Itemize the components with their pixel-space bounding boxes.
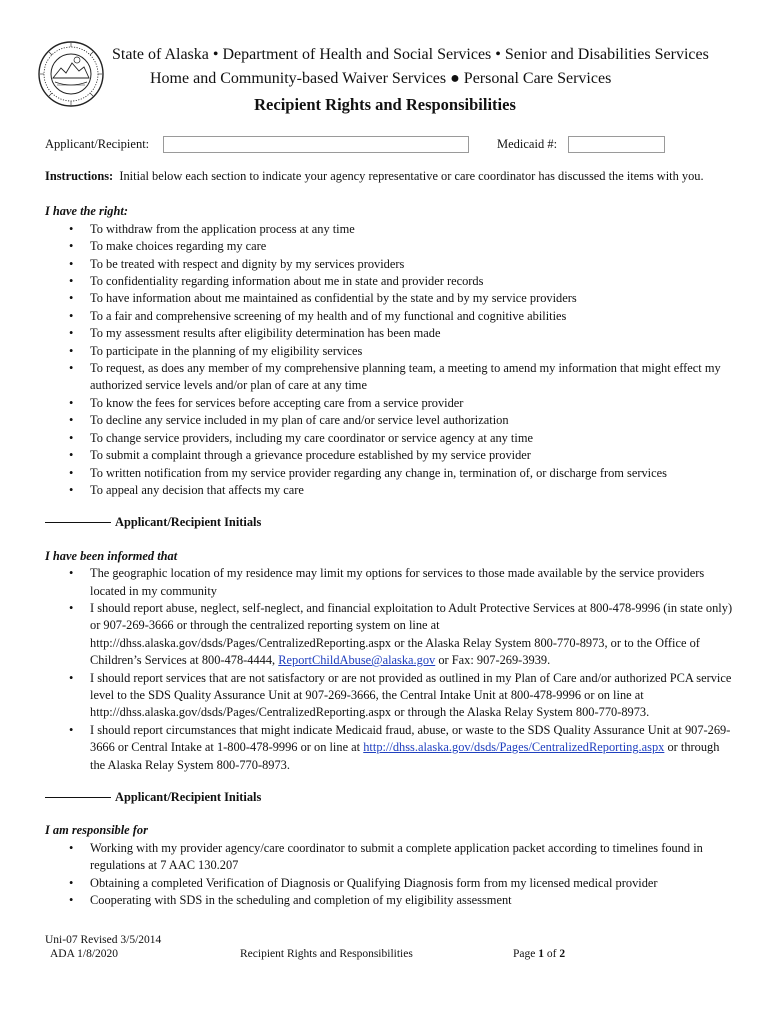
informed-initials-blank[interactable] — [45, 797, 111, 798]
list-item: • To confidentiality regarding information about me in state and provider records — [90, 273, 735, 290]
centralized-reporting-link[interactable]: http://dhss.alaska.gov/dsds/Pages/CentralizedReporting.aspx — [363, 740, 665, 755]
report-child-abuse-email-link[interactable]: ReportChildAbuse@alaska.gov — [278, 653, 436, 668]
list-item: • To a fair and comprehensive screening of my health and of my functional and cognitive abilities — [90, 308, 735, 325]
informed-initials-label: Applicant/Recipient Initials — [115, 790, 262, 804]
page-title: Recipient Rights and Responsibilities — [254, 95, 516, 114]
bullet-icon: • — [69, 840, 74, 855]
page-number: Page 1 of 2 — [513, 948, 566, 960]
list-item: • To submit a complaint through a grievance procedure established by my service provider — [90, 447, 735, 464]
list-item: • To be treated with respect and dignity by my services providers — [90, 256, 735, 273]
applicant-label: Applicant/Recipient: — [45, 137, 150, 151]
bullet-icon: • — [69, 600, 74, 615]
list-item: • To change service providers, including my care coordinator or service agency at any time — [90, 430, 735, 447]
bullet-icon: • — [69, 465, 74, 480]
list-item: • The geographic location of my residence may limit my options for services to those made available by the service providers located in my community — [69, 566, 705, 598]
bullet-icon: • — [69, 566, 74, 581]
instructions-label: Instructions: — [45, 169, 114, 183]
list-item: • To decline any service included in my plan of care and/or service level authorization — [90, 412, 735, 429]
rights-initials — [45, 514, 735, 531]
bullet-icon: • — [69, 413, 74, 428]
list-item: • To withdraw from the application process at any time — [90, 221, 735, 238]
footer-doc-title: Recipient Rights and Responsibilities — [240, 948, 413, 960]
bullet-icon: • — [69, 722, 74, 737]
bullet-icon: • — [69, 343, 74, 358]
rights-list — [45, 221, 735, 500]
bullet-icon: • — [69, 893, 74, 908]
responsible-list — [45, 840, 735, 910]
list-item: • I should report circumstances that might indicate Medicaid fraud, abuse, or waste to the SDS Quality Assurance Unit at 907-269-3666 or Central Intake at 1-800-478-9996 or on line at http://dhss.alaska.gov/dsds/Pages/CentralizedReporting.aspx or through the Alaska Relay System 800-770-8973. — [69, 722, 731, 772]
rights-initials-blank[interactable] — [45, 522, 111, 523]
list-item: • Obtaining a completed Verification of Diagnosis or Qualifying Diagnosis form from my licensed medical provider — [90, 875, 735, 892]
document-body — [45, 168, 735, 909]
header-program-line: Home and Community-based Waiver Services ● Personal Care Services — [150, 70, 612, 87]
list-item: • I should report services that are not satisfactory or are not provided as outlined in my Plan of Care and/or authorized PCA service level to the SDS Quality Assurance Unit at 907-269-3666, the Central Intake Unit at 800-478-9996 or on line at http://dhss.alaska.gov/dsds/Pages/CentralizedReporting.aspx or through the Alaska Relay System 800-770-8973. — [69, 670, 732, 720]
list-item: • To my assessment results after eligibility determination has been made — [90, 325, 735, 342]
bullet-icon: • — [69, 274, 74, 289]
ada-date: ADA 1/8/2020 — [50, 948, 119, 960]
bullet-icon: • — [69, 430, 74, 445]
list-item: • To know the fees for services before accepting care from a service provider — [90, 395, 735, 412]
instructions-text: Initial below each section to indicate your agency representative or care coordinator has discussed the items with you. — [119, 169, 704, 183]
rights-heading: I have the right: — [45, 204, 128, 219]
informed-initials — [45, 789, 735, 806]
bullet-icon: • — [69, 448, 74, 463]
bullet-icon: • — [69, 326, 74, 341]
header-agency-line: State of Alaska • Department of Health and Social Services • Senior and Disabilities Services — [112, 46, 709, 63]
medicaid-input[interactable] — [568, 136, 665, 153]
bullet-icon: • — [69, 670, 74, 685]
bullet-icon: • — [69, 482, 74, 497]
list-item: • Cooperating with SDS in the scheduling and completion of my eligibility assessment — [90, 892, 735, 909]
bullet-icon: • — [69, 239, 74, 254]
bullet-icon: • — [69, 308, 74, 323]
bullet-icon: • — [69, 361, 74, 376]
list-item: • To make choices regarding my care — [90, 238, 735, 255]
medicaid-label: Medicaid #: — [497, 137, 558, 151]
list-item: • To written notification from my service provider regarding any change in, termination of, or discharge from services — [90, 465, 735, 482]
list-item: • Working with my provider agency/care coordinator to submit a complete application packet according to timelines found in regulations at 7 AAC 130.207 — [69, 840, 703, 873]
bullet-icon: • — [69, 291, 74, 306]
list-item: • To appeal any decision that affects my care — [90, 482, 735, 499]
form-id: Uni-07 Revised 3/5/2014 — [45, 934, 162, 946]
rights-initials-label: Applicant/Recipient Initials — [115, 515, 262, 530]
list-item: • To participate in the planning of my eligibility services — [90, 343, 735, 360]
list-item: • To have information about me maintained as confidential by the state and by my service providers — [90, 290, 735, 307]
instructions — [45, 168, 735, 185]
recipient-fields — [45, 136, 745, 156]
list-item: • To request, as does any member of my comprehensive planning team, a meeting to amend my information that might effect my authorized service levels and/or plan of care at any time — [69, 361, 721, 393]
bullet-icon: • — [69, 221, 74, 236]
informed-heading: I have been informed that — [45, 548, 178, 563]
bullet-icon: • — [69, 875, 74, 890]
applicant-input[interactable] — [163, 136, 469, 153]
responsible-heading: I am responsible for — [45, 823, 148, 838]
bullet-icon: • — [69, 395, 74, 410]
informed-list — [45, 565, 735, 774]
bullet-icon: • — [69, 256, 74, 271]
list-item: • I should report abuse, neglect, self-neglect, and financial exploitation to Adult Protective Services at 800-478-9996 (in state only) or 907-269-3666 or through the centralized reporting system on line at http://dhss.alaska.gov/dsds/Pages/CentralizedReporting.aspx or the Alaska Relay System 800-770-8973, or to the Office of Children’s Services at 800-478-4444, ReportChildAbuse@alaska.gov or Fax: 907-269-3939. — [69, 600, 733, 668]
